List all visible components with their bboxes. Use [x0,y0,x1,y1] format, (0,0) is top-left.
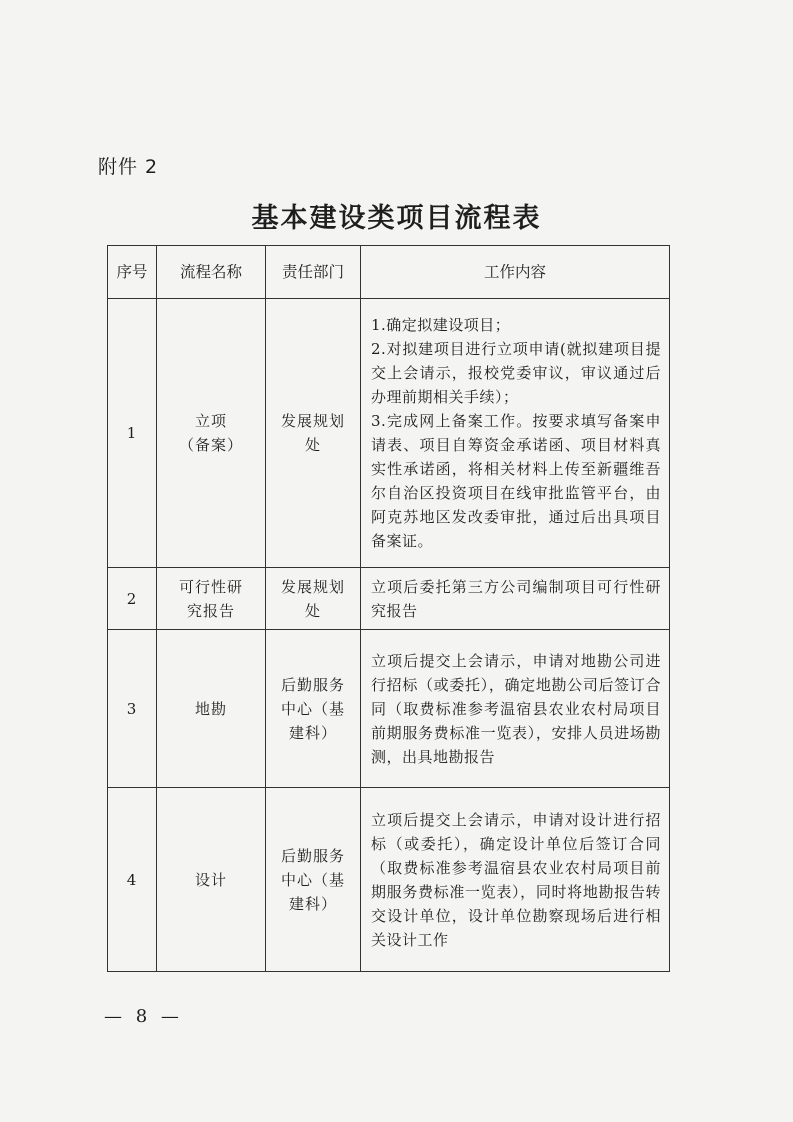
row-department [266,630,361,788]
row-department [266,568,361,630]
department-line: 建科） [288,894,337,913]
process-name-line: 地勘 [194,699,227,718]
table-row [108,630,670,788]
row-number: 4 [108,788,157,972]
row-work-content [361,788,670,972]
process-name-line: （备案） [178,436,243,454]
work-content-item: 立项后委托第三方公司编制项目可行性研究报告 [371,577,661,620]
header-department: 责任部门 [266,246,361,299]
work-content-item: 立项后提交上会请示，申请对设计进行招标（或委托），确定设计单位后签订合同（取费标准参考温宿县农业农村局项目前期服务费标准一览表），同时将地勘报告转交设计单位，设计单位勘察现场后进行相关设计工作 [371,810,661,949]
header-process-name: 流程名称 [157,246,266,299]
process-name-line: 可行性研 [178,577,243,596]
row-work-content [361,568,670,630]
table-row [108,788,670,972]
row-department [266,788,361,972]
row-department [266,299,361,568]
department-line: 发展规划 [280,412,345,430]
process-name-line: 究报告 [186,601,235,620]
row-work-content [361,299,670,568]
table-header-row [108,246,670,299]
work-content-item: 立项后提交上会请示，申请对地勘公司进行招标（或委托），确定地勘公司后签订合同（取费标准参考温宿县农业农村局项目前期服务费标准一览表），安排人员进场勘测，出具地勘报告 [371,651,661,766]
process-name-line: 立项 [194,412,227,430]
work-content-item: 2.对拟建项目进行立项申请(就拟建项目提交上会请示，报校党委审议，审议通过后办理前期相关手续）； [371,340,661,406]
department-line: 建科） [288,723,337,742]
department-line: 发展规划 [280,577,345,596]
row-work-content [361,630,670,788]
row-number: 3 [108,630,157,788]
page-number: — 8 — [104,1006,183,1027]
row-process-name [157,788,266,972]
header-number: 序号 [108,246,157,299]
table-row [108,568,670,630]
department-line: 中心（基 [280,699,345,718]
department-line: 处 [304,436,321,454]
document-title: 基本建设类项目流程表 [251,203,542,234]
row-process-name [157,568,266,630]
work-content-item: 3.完成网上备案工作。按要求填写备案申请表、项目自筹资金承诺函、项目材料真实性承诺函，将相关材料上传至新疆维吾尔自治区投资项目在线审批监管平台，由阿克苏地区发改委审批，通过后出具项目备案证。 [371,412,661,550]
process-table [107,245,670,972]
work-content-item: 1.确定拟建设项目； [371,316,511,334]
attachment-label: 附件 2 [98,156,159,178]
header-work-content: 工作内容 [361,246,670,299]
department-line: 处 [304,601,321,620]
row-process-name [157,299,266,568]
department-line: 后勤服务 [280,675,345,694]
department-line: 后勤服务 [280,846,345,865]
row-number: 2 [108,568,157,630]
row-process-name [157,630,266,788]
department-line: 中心（基 [280,870,345,889]
row-number: 1 [108,299,157,568]
process-name-line: 设计 [194,870,227,889]
table-row [108,299,670,568]
